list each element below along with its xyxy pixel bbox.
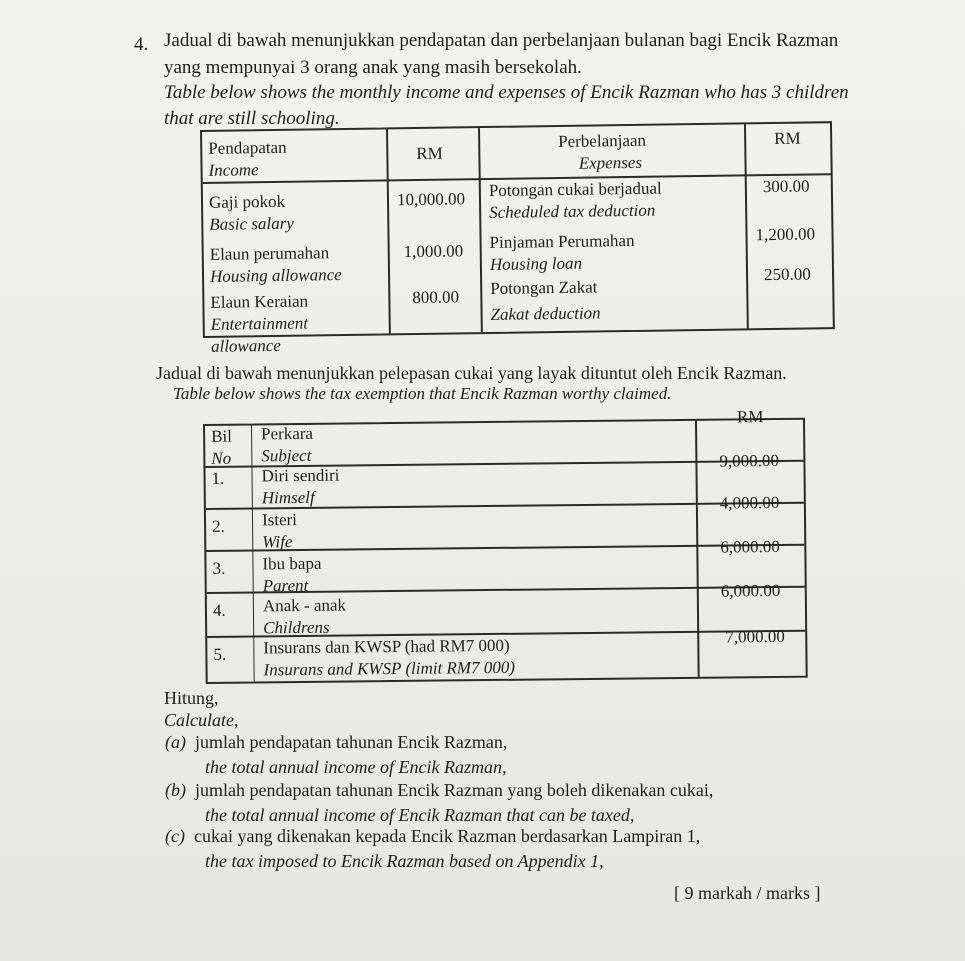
expense-row-3-label: Potongan Zakat Zakat deduction (490, 277, 601, 324)
header-subject: Perkara Subject (261, 423, 314, 466)
caption-ms: Jadual di bawah menunjukkan pelepasan cukai yang layak dituntut oleh Encik Razman. (156, 363, 787, 383)
expense-row-1-label: Potongan cukai berjadual Scheduled tax deduction (488, 178, 662, 222)
expense-row-2-label: Pinjaman Perumahan Housing loan (489, 230, 635, 274)
exemption-row-1-subject: Diri sendiri Himself (261, 465, 340, 508)
question-number: 4. (134, 34, 149, 55)
question-text-ms-2: yang mempunyai 3 orang anak yang masih bersekolah. (164, 57, 582, 78)
income-row-1-label: Gaji pokok Basic salary (208, 191, 294, 234)
part-a-en: the total annual income of Encik Razman, (205, 757, 507, 777)
exemption-row-5-subject: Insurans dan KWSP (had RM7 000) Insurans and KWSP (limit RM7 000) (263, 635, 516, 680)
income-expenses-table (200, 121, 835, 356)
part-a-ms: (a) jumlah pendapatan tahunan Encik Razman, (165, 732, 508, 752)
exemption-row-1-amount: 9,000.00 (719, 450, 780, 471)
exemption-row-1-no: 1. (211, 468, 225, 488)
income-row-3-label: Elaun Keraian Entertainment allowance (210, 291, 309, 356)
header-no: Bil No (211, 426, 233, 468)
income-row-1-amount: 10,000.00 (396, 189, 466, 210)
income-row-3-amount: 800.00 (412, 287, 460, 308)
header-rm-income: RM (416, 143, 443, 163)
caption-en: Table below shows the tax exemption that Encik Razman worthy claimed. (173, 384, 672, 403)
exemption-row-3-no: 3. (212, 558, 226, 578)
part-b-en: the total annual income of Encik Razman that can be taxed, (205, 805, 635, 825)
exemption-row-3-subject: Ibu bapa Parent (262, 553, 322, 596)
exemption-row-4-amount: 6,000.00 (720, 580, 781, 601)
expense-row-1-amount: 300.00 (762, 176, 810, 197)
header-rm: RM (736, 407, 764, 427)
exemption-row-2-no: 2. (211, 516, 225, 536)
marks-label: [ 9 markah / marks ] (674, 883, 821, 903)
question-text-en-1: Table below shows the monthly income and expenses of Encik Razman who has 3 children (164, 82, 849, 103)
exemption-row-4-no: 4. (212, 600, 226, 620)
exemption-row-5-amount: 7,000.00 (725, 626, 785, 647)
exemption-row-3-amount: 6,000.00 (720, 536, 780, 557)
part-c-en: the tax imposed to Encik Razman based on Appendix 1, (205, 851, 604, 871)
exemption-row-5-no: 5. (213, 644, 227, 664)
question-text-ms-1: Jadual di bawah menunjukkan pendapatan dan perbelanjaan bulanan bagi Encik Razman (164, 30, 839, 51)
calculate-label-en: Calculate, (164, 710, 239, 730)
tax-exemption-table (203, 407, 808, 684)
part-c-ms: (c) cukai yang dikenakan kepada Encik Razman berdasarkan Lampiran 1, (165, 826, 701, 846)
income-row-2-label: Elaun perumahan Housing allowance (209, 243, 342, 286)
header-rm-expenses: RM (774, 128, 801, 148)
part-b-ms: (b) jumlah pendapatan tahunan Encik Razman yang boleh dikenakan cukai, (165, 780, 714, 800)
exemption-row-4-subject: Anak - anak Childrens (262, 595, 347, 638)
header-expenses: Perbelanjaan Expenses (558, 130, 647, 173)
exemption-row-2-subject: Isteri Wife (261, 510, 298, 552)
calculate-label-ms: Hitung, (164, 688, 219, 708)
expense-row-3-amount: 250.00 (763, 264, 811, 285)
header-income: Pendapatan Income (208, 137, 287, 180)
income-row-2-amount: 1,000.00 (403, 241, 464, 262)
question-text-en-2: that are still schooling. (164, 108, 340, 129)
exemption-row-2-amount: 4,000.00 (719, 492, 780, 513)
expense-row-2-amount: 1,200.00 (755, 224, 816, 245)
